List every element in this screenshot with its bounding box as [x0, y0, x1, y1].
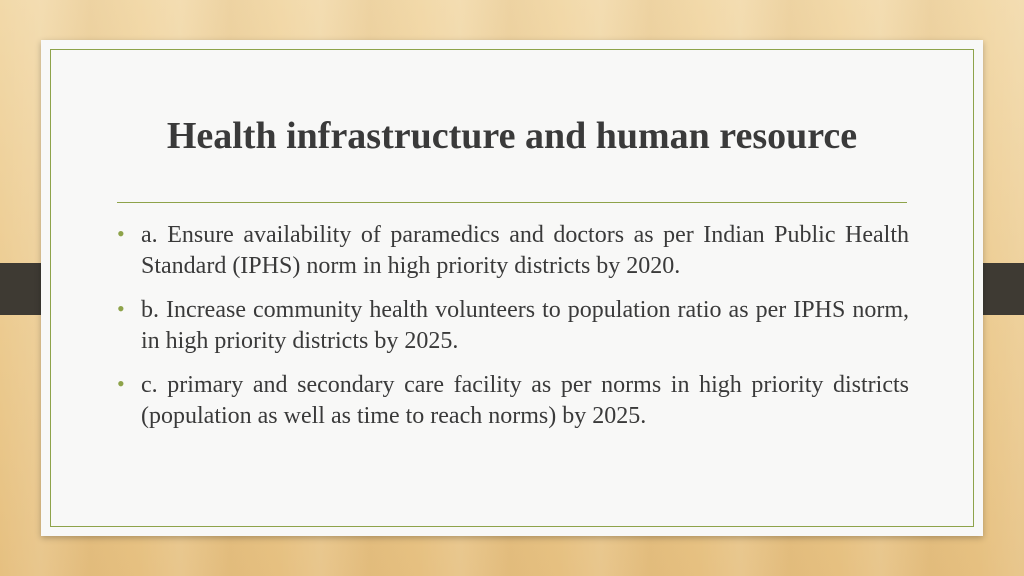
slide-card [41, 40, 983, 536]
title-divider [117, 202, 907, 203]
bullet-text: b. Increase community health volunteers to population ratio as per IPHS norm, in high priority districts by 2025. [141, 297, 909, 354]
bullet-dot-icon: • [117, 221, 125, 246]
bullet-item [117, 220, 909, 282]
bullet-list [117, 220, 909, 445]
bullet-dot-icon: • [117, 296, 125, 321]
bullet-dot-icon: • [117, 371, 125, 396]
slide-title: Health infrastructure and human resource [166, 115, 858, 157]
bullet-text: c. primary and secondary care facility as per norms in high priority districts (population as well as time to reach norms) by 2025. [141, 372, 909, 429]
bullet-text: a. Ensure availability of paramedics and doctors as per Indian Public Health Standard (IPHS) norm in high priority districts by 2020. [141, 222, 909, 279]
bullet-item [117, 295, 909, 357]
bullet-item [117, 370, 909, 432]
